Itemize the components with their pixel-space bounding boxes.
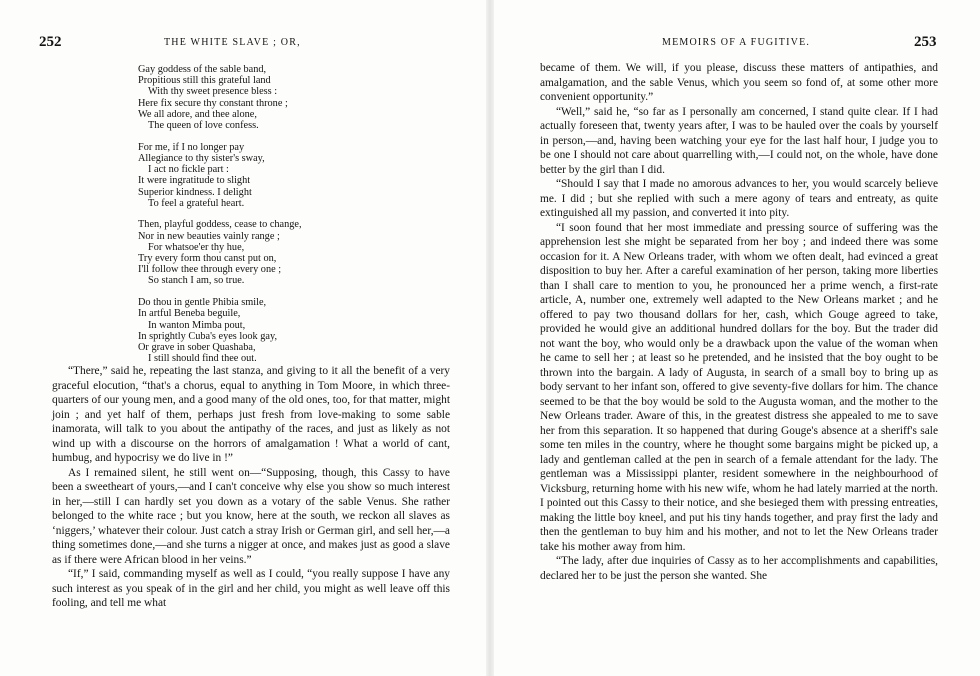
poem-line: In wanton Mimba pout, [148, 319, 246, 331]
poem-line: For whatsoe'er thy hue, [148, 241, 245, 253]
poem-line: With thy sweet presence bless : [148, 86, 278, 98]
poem-line: It were ingratitude to slight [138, 175, 251, 187]
poem-stanza [138, 64, 438, 131]
poem-line: Nor in new beauties vainly range ; [138, 230, 280, 242]
poem-line: Gay goddess of the sable band, [138, 64, 267, 75]
poem-line: So stanch I am, so true. [148, 275, 245, 287]
page-number: 252 [39, 34, 62, 50]
poem-line: Then, playful goddess, cease to change, [138, 219, 302, 231]
poem-line: The queen of love confess. [148, 120, 259, 132]
paragraph: As I remained silent, he still went on—“Supposing, though, this Cassy to have been a sweetheart of yours,—and I can't conceive why else you show so much interest in her,—still I can hardly set you down as a votary of the sable Venus. She rather belonged to the white race ; but you know, here at the south, we reckon all slaves as ‘niggers,’ whatever their colour. Just catch a stray Irish or German girl, and sell her,—a thing sometimes done,—and she turns a nigger at once, and makes just as good a slave as if there were African blood in her veins.” [52, 466, 450, 566]
poem-line: Here fix secure thy constant throne ; [138, 97, 288, 109]
poem-line: Allegiance to thy sister's sway, [138, 152, 265, 164]
running-head: THE WHITE SLAVE ; OR, [164, 37, 301, 48]
poem-stanza [138, 142, 438, 209]
paragraph: “There,” said he, repeating the last stanza, and giving to it all the benefit of a very graceful elocution, “that's a chorus, equal to anything in Tom Moore, in which three-quarters of our young men, and a good many of the old ones, too, for that matter, might join ; and yet half of them, perhaps just fresh from love-making to some sable inamorata, will talk to you about the antipathy of the races, and just as likely as not wind up with a discourse on the horrors of amalgamation ! What a world of cant, humbug, and hypocrisy we do live in !” [52, 365, 450, 464]
page-number: 253 [914, 34, 937, 50]
poem-line: In sprightly Cuba's eyes look gay, [138, 330, 278, 342]
paragraph: became of them. We will, if you please, discuss these matters of antipathies, and amalgamation, and the sable Venus, which you seem so fond of, at some other more convenient opportunity.” [540, 62, 938, 103]
poem-line: To feel a grateful heart. [148, 197, 245, 209]
paragraph: “If,” I said, commanding myself as well as I could, “you really suppose I have any such interest as you speak of in the girl and her child, you might as well leave off this fooling, and tell me what [52, 568, 450, 609]
poem-line: For me, if I no longer pay [138, 141, 245, 153]
right-page [490, 0, 980, 676]
paragraph: “The lady, after due inquiries of Cassy as to her accomplishments and capabilities, declared her to be just the person she wanted. She [540, 555, 938, 582]
poem-line: Superior kindness. I delight [138, 186, 252, 198]
poem-line: Try every form thou canst put on, [138, 253, 277, 265]
running-head: MEMOIRS OF A FUGITIVE. [662, 37, 811, 48]
paragraph: “I soon found that her most immediate and pressing source of suffering was the apprehension lest she might be separated from her boy ; and indeed there was some occasion for it. A New Orleans trader, with whom we often dealt, had evinced a great disposition to buy her. After a careful examination of her person, taking more liberties than I shall care to mention to you, he pronounced her a prime wench, a first-rate article, A, number one, extremely well adapted to the New Orleans market ; and he offered to pay two thousand dollars for her, cash, which Gouge agreed to take, provided he would give an additional hundred dollars for the boy. But the trader did not want the boy, who would only be a drawback upon the value of the woman when he came to sell her ; at least so he pretended, and he insisted that the boy ought to be thrown into the bargain. A lady of Augusta, in search of a small boy to bring up as body servant to her infant son, offered to give seventy-five dollars for him. The chance seemed to be that the boy would be sold to the Augusta woman, and the mother to the New Orleans trader. Aware of this, in the greatest distress she appealed to me to save her from this separation. It so happened that during Gouge's absence at a sheriff's sale some ten miles in the country, where he thought some bargains might be picked up, a lady and gentleman called at the pen in search of a female attendant for the lady. The gentleman was a Mississippi planter, resident somewhere in the neighbourhood of Vicksburg, returning home with his new wife, whom he had lately married at the north. I pointed out this Cassy to their notice, and she besieged them with pressing entreaties, making the little boy kneel, and put his tiny hands together, and pray first the lady and then the gentleman to buy him and his mother, and not to let the New Orleans trader take his mother away from him. [540, 221, 938, 553]
poem-stanza [138, 297, 438, 364]
left-page-text [52, 364, 450, 611]
poem-line: I still should find thee out. [148, 353, 257, 365]
poem-line: We all adore, and thee alone, [138, 108, 257, 120]
poem-line: Do thou in gentle Phibia smile, [138, 297, 267, 309]
paragraph: “Well,” said he, “so far as I personally am concerned, I stand quite clear. If I had actually foreseen that, twenty years after, I was to be hauled over the coals by yourself in person,—and, having been watching your eye for the last half hour, I judge you to be one I should not care about quarrelling with,—I could not, on the whole, have done better by the girl than I did. [540, 105, 938, 176]
right-page-text [540, 61, 938, 583]
poem-stanza [138, 219, 438, 286]
paragraph: “Should I say that I made no amorous advances to her, you would scarcely believe me. I did ; but she replied with such a mere agony of tears and entreaty, as quite extinguished all my passion, and converted it into pity. [540, 178, 938, 219]
poem-line: Or grave in sober Quashaba, [138, 341, 256, 353]
poem-line: In artful Beneba beguile, [138, 308, 241, 320]
poem [138, 64, 438, 375]
poem-line: I act no fickle part : [148, 164, 229, 176]
poem-line: I'll follow thee through every one ; [138, 264, 282, 276]
poem-line: Propitious still this grateful land [138, 75, 271, 87]
